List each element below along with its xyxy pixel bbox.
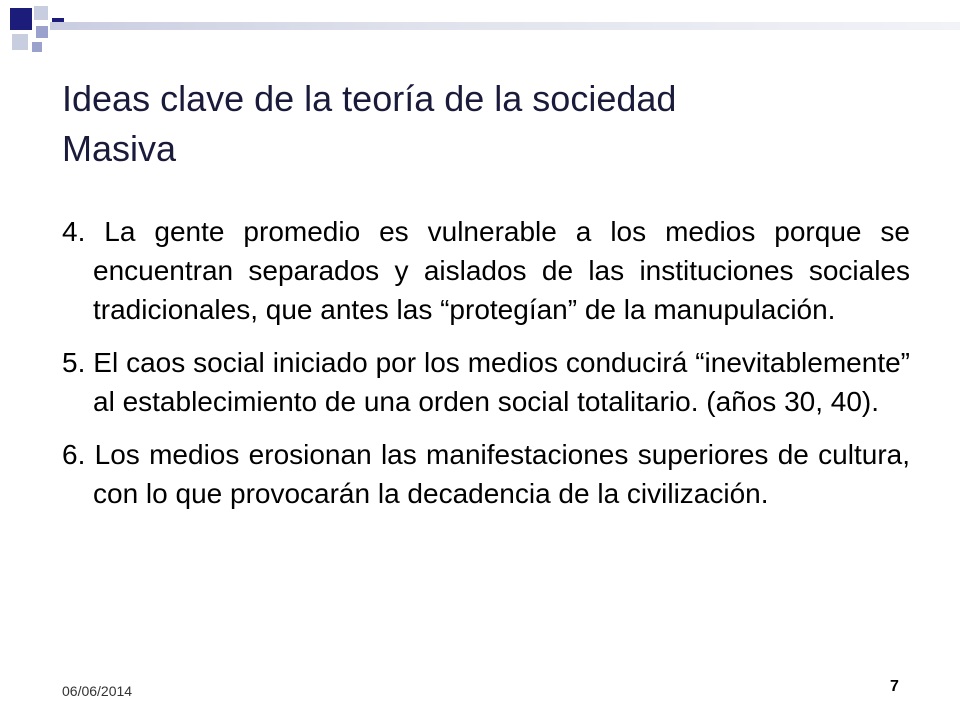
page-number: 7 (890, 678, 899, 695)
list-item: 6. Los medios erosionan las manifestaciones superiores de cultura, con lo que provocarán la decadencia de la civilización. (62, 439, 910, 509)
decor-square-mid (32, 42, 42, 52)
footer-date: 06/06/2014 (62, 683, 133, 699)
decor-top-bar (50, 22, 960, 30)
slide-body (62, 212, 910, 527)
slide-title-line2: Masiva (62, 128, 177, 169)
list-item: 5. El caos social iniciado por los medios conducirá “inevitablemente” al establecimiento de una orden social totalitario. (años 30, 40). (62, 347, 910, 417)
slide-title-line1: Ideas clave de la teoría de la sociedad (62, 78, 677, 119)
slide-title (62, 74, 922, 174)
decor-square-light (12, 34, 28, 50)
decor-square-dark (10, 8, 32, 30)
decor-square-mid (36, 26, 48, 38)
decor-square-light (34, 6, 48, 20)
list-item: 4. La gente promedio es vulnerable a los medios porque se encuentran separados y aislados de las instituciones sociales tradicionales, que antes las “protegían” de la manupulación. (62, 216, 910, 325)
